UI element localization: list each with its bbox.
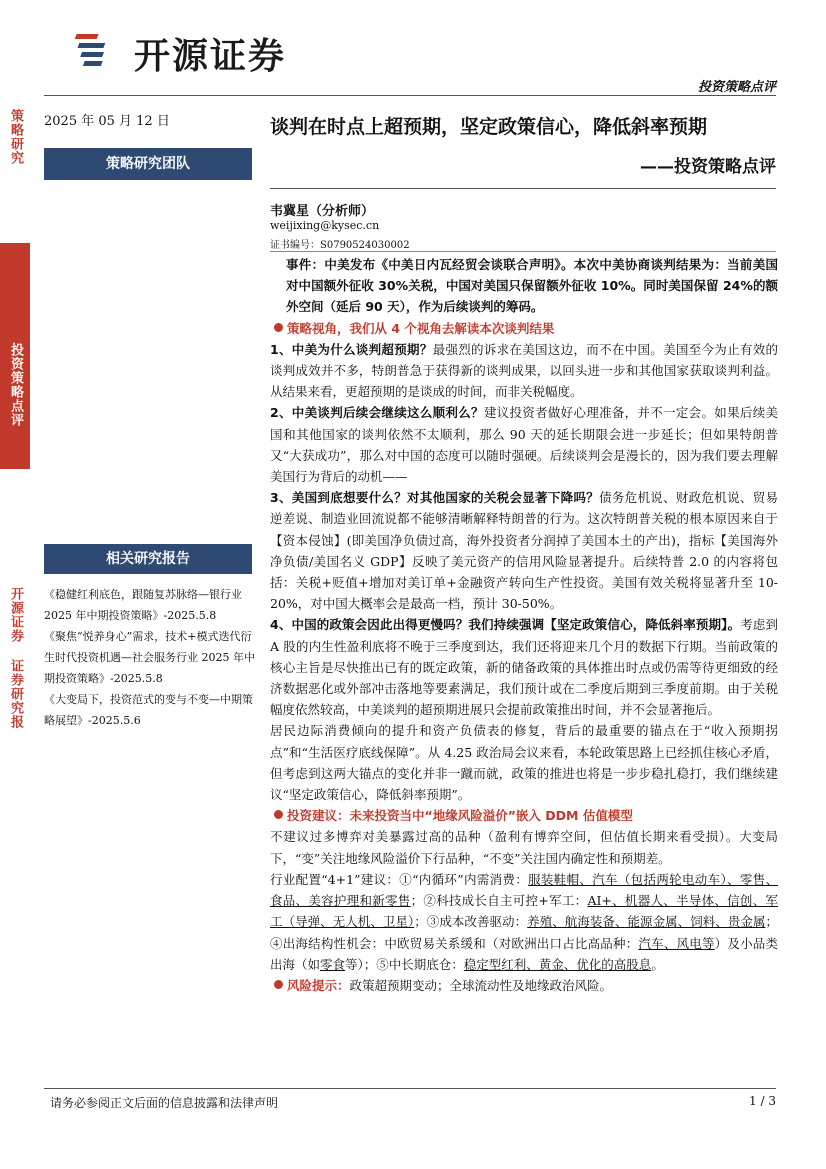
bullet-icon (274, 323, 283, 332)
analyst-cert: 证书编号：S0790524030002 (270, 240, 410, 251)
title-divider (270, 188, 776, 189)
team-label: 策略研究团队 (44, 148, 252, 180)
related-reports-label: 相关研究报告 (44, 544, 252, 574)
bullet-icon (274, 980, 283, 989)
footer-disclaimer: 请务必参阅正文后面的信息披露和法律声明 (50, 1096, 279, 1110)
page-title: 谈判在时点上超预期，坚定政策信心，降低斜率预期 (270, 116, 708, 138)
footer-divider (44, 1088, 776, 1089)
report-body (270, 254, 778, 996)
page-number: 1 / 3 (749, 1094, 776, 1108)
analyst-divider (270, 251, 776, 252)
side-tab-doc-type: 投资策略点评 (0, 243, 30, 469)
doc-type-label: 投资策略点评 (697, 80, 776, 95)
side-tab-strategy: 策略研究 (8, 109, 23, 165)
investment-heading: 投资建议：未来投资当中“地缘风险溢价”嵌入 DDM 估值模型 (270, 805, 778, 826)
question-3: 3、美国到底想要什么？对其他国家的关税会显著下降吗？债务危机说、财政危机说、贸易逆差说、制造业回流说都不能够清晰解释特朗普的行为。这次特朗普关税的根本原因来自于【资本侵蚀】(即美国净负债过高，海外投资者分润掉了美国本土的产出)，指标【美国海外净负债/美国名义 GDP】反映了美元资产的信用风险显著提升。后续特普 2.0 的内容将包括：关税+贬值+增加对美订单+金融资产转向生产性投资。美国有效关税将显著升至 10-20%，对中国大概率会是最高一档，预计 30-50%。 (270, 490, 778, 612)
investment-para-2: 行业配置“4+1”建议：①“内循环”内需消费：服装鞋帽、汽车（包括两轮电动车）、零售、食品、美容护理和新零售；②科技成长自主可控+军工：AI+、机器人、半导体、信创、军工（导弹、无人机、卫星）；③成本改善驱动：养殖、航海装备、能源金属、饲料、贵金属；④出海结构性机会：中欧贸易关系缓和（对欧洲出口占比高品种：汽车、风电等）及小品类出海（如零食等）；⑤中长期底仓：稳定型红利、黄金、优化的高股息。 (270, 871, 778, 972)
analyst-email[interactable]: weijixing@kysec.cn (270, 219, 380, 232)
question-4: 4、中国的政策会因此出得更慢吗？我们持续强调【坚定政策信心，降低斜率预期】。考虑到 A 股的内生性盈利底将不晚于三季度到达，我们还将迎来几个月的数据下行期。当前政策的核心主旨是尽快推出已有的既定政策，新的储备政策的具体推出时点或仍需等待更细致的经济数据恶化或外部冲击落地等要素满足，我们预计或在二季度后期到三季度前期。由于关税幅度依然较高，中美谈判的超预期进展只会提前政策推出时间，并不会显著拖后。 (270, 617, 778, 718)
related-report-item[interactable]: 《稳健红利底色，跟随复苏脉络—银行业 2025 年中期投资策略》-2025.5.8 (44, 588, 242, 622)
page-subtitle: ——投资策略点评 (640, 157, 776, 177)
brand-logo (74, 30, 324, 77)
analyst-name: 韦冀星（分析师） (270, 204, 375, 219)
related-report-item[interactable]: 《聚焦“悦养身心”需求，技术+模式迭代衍生时代投资机遇—社会服务行业 2025 年中期投资策略》-2025.5.8 (44, 630, 255, 685)
related-reports-list (44, 584, 259, 731)
brand-name: 开源证券 (134, 36, 287, 77)
question-2: 2、中美谈判后续会继续这么顺利么？建议投资者做好心理准备，并不一定会。如果后续美国和其他国家的谈判依然不太顺利，那么 90 天的延长期限会进一步延长；但如果特朗普又“大获成功”，那么对中国的态度可以随时强硬。后续谈判会是漫长的，因为我们要去理解美国行为背后的动机—— (270, 405, 778, 485)
perspective-heading: 策略视角，我们从 4 个视角去解读本次谈判结果 (270, 318, 778, 339)
report-date: 2025 年 05 月 12 日 (44, 114, 170, 129)
risk-notice: 风险提示：政策超预期变动；全球流动性及地缘政治风险。 (270, 975, 778, 996)
question-4-cont: 居民边际消费倾向的提升和资产负债表的修复，背后的最重要的锚点在于“收入预期拐点”和“生活医疗底线保障”。从 4.25 政治局会议来看，本轮政策思路上已经抓住核心矛盾，但考虑到这两大锚点的变化并非一蹴而就，政策的推进也将是一步步稳扎稳打，我们继续建议“坚定政策信心，降低斜率预期”。 (270, 723, 778, 803)
bullet-icon (274, 810, 283, 819)
side-tab-brand: 开源证券 证券研究报 (8, 587, 23, 729)
event-summary: 事件：中美发布《中美日内瓦经贸会谈联合声明》。本次中美协商谈判结果为：当前美国对中国额外征收 30%关税，中国对美国只保留额外征收 10%。同时美国保留 24%的额外空间（延后 90 天），作为后续谈判的筹码。 (286, 257, 778, 315)
question-1: 1、中美为什么谈判超预期？最强烈的诉求在美国这边，而不在中国。美国至今为止有效的谈判成效并不多，特朗普急于获得新的谈判成果，以回头进一步和其他国家获取谈判利益。从结果来看，更超预期的是谈成的时间，而非关税幅度。 (270, 341, 778, 400)
brand-mark-icon (74, 30, 122, 74)
investment-para-1: 不建议过多博弈对美暴露过高的品种（盈利有博弈空间，但估值长期来看受损）。大变局下，“变”关注地缘风险溢价下行品种，“不变”关注国内确定性和预期差。 (270, 829, 778, 866)
header-divider (44, 95, 776, 96)
related-report-item[interactable]: 《大变局下，投资范式的变与不变—中期策略展望》-2025.5.6 (44, 693, 253, 727)
